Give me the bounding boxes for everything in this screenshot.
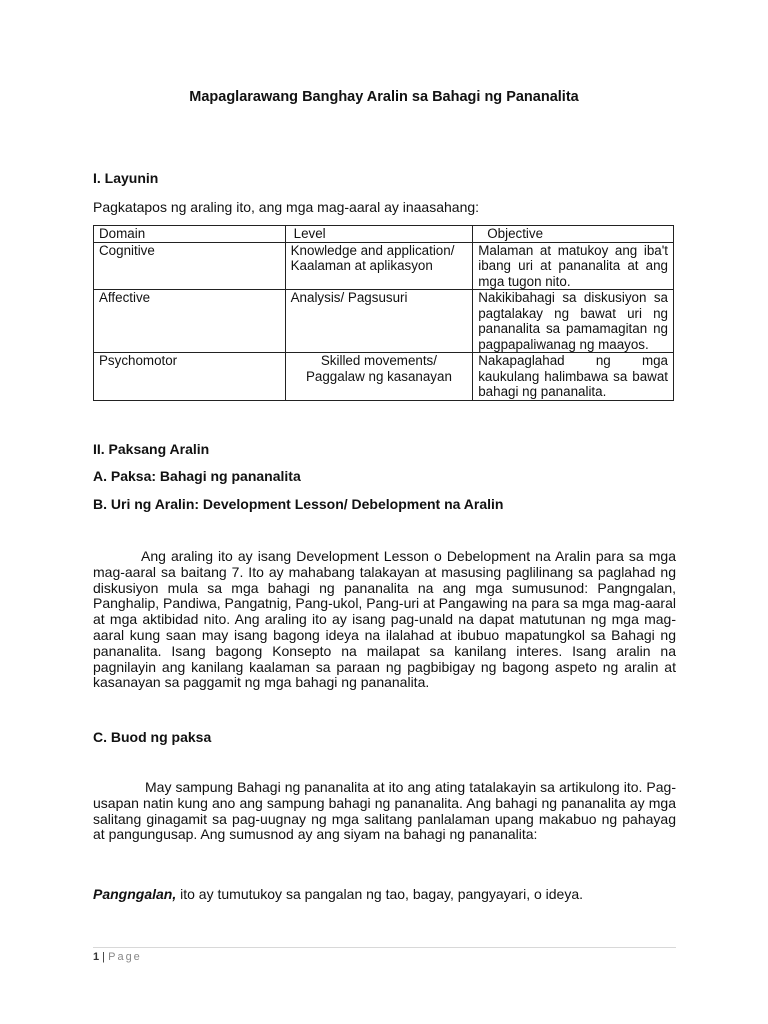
row-level: Knowledge and application/ Kaalaman at aplikasyon xyxy=(285,242,473,290)
document-title: Mapaglarawang Banghay Aralin sa Bahagi ng Pananalita xyxy=(189,89,579,105)
table-header-row xyxy=(94,226,674,243)
row-objective: Nakikibahagi sa diskusiyon sa pagtalakay ng bawat uri ng pananalita sa pamamagitan ng pagpapaliwanag ng maayos. xyxy=(473,290,674,353)
development-paragraph: Ang araling ito ay isang Development Lesson o Debelopment na Aralin para sa mga mag-aaral sa baitang 7. Ito ay mahabang talakayan at masusing paglilinang sa paglahad ng diskusiyon mula sa mga bahagi ng pananalita na ang mga sumusunod: Pangngalan, Panghalip, Pandiwa, Pangatnig, Pang-ukol, Pang-uri at Pangawing na para sa mga mag-aaral at mga aktibidad nito. Ang araling ito ay isang pag-unald na dapat matutunan ng mga mag-aaral kung saan may isang bagong ideya na ilalahad at ibubuo mapatungkol sa Bahagi ng pananalita. Isang bagong Konsepto na mailapat sa kanilang interes. Isang aralin na pagnilayin ang kanilang kaalaman sa paraan ng pagbibigay ng bagong aspeto ng aralin at kasanayan sa paggamit ng mga bahagi ng pananalita. xyxy=(93,548,676,691)
row-level: Analysis/ Pagsusuri xyxy=(285,290,473,353)
row-objective: Nakapaglahad ng mga kaukulang halimbawa sa bawat bahagi ng pananalita. xyxy=(473,353,674,401)
page-label: Page xyxy=(108,951,142,963)
section-heading-paksang-aralin: II. Paksang Aralin xyxy=(93,441,210,457)
row-domain: Psychomotor xyxy=(94,353,286,401)
row-objective: Malaman at matukoy ang iba't ibang uri at pananalita at ang mga tugon nito. xyxy=(473,242,674,290)
page-footer xyxy=(93,951,142,963)
objectives-table xyxy=(93,225,674,401)
page-number: 1 xyxy=(93,951,100,963)
summary-paragraph: May sampung Bahagi ng pananalita at ito ang ating tatalakayin sa artikulong ito. Pag-usapan natin kung ano ang sampung bahagi ng pananalita. Ang bahagi ng pananalita ay mga salitang ginagamit sa pag-uugnay ng mga salitang panlalaman upang makabuo ng pahayag at pangungusap. Ang sumusnod ay ang siyam na bahagi ng pananalita: xyxy=(93,779,676,843)
term-definition: ito ay tumutukoy sa pangalan ng tao, bagay, pangyayari, o ideya. xyxy=(176,886,584,902)
header-domain: Domain xyxy=(94,226,286,243)
table-row xyxy=(94,242,674,290)
paksa-line: A. Paksa: Bahagi ng pananalita xyxy=(93,468,301,484)
footer-separator: | xyxy=(99,951,109,963)
row-domain: Cognitive xyxy=(94,242,286,290)
table-row xyxy=(94,290,674,353)
table-row xyxy=(94,353,674,401)
footer-divider xyxy=(93,947,676,948)
term-pangngalan: Pangngalan, xyxy=(93,886,177,902)
section-heading-layunin: I. Layunin xyxy=(93,170,159,186)
row-domain: Affective xyxy=(94,290,286,353)
layunin-intro: Pagkatapos ng araling ito, ang mga mag-aaral ay inaasahang: xyxy=(93,199,480,215)
header-level: Level xyxy=(285,226,473,243)
uri-ng-aralin-line: B. Uri ng Aralin: Development Lesson/ Debelopment na Aralin xyxy=(93,496,504,512)
pangngalan-definition xyxy=(93,886,583,902)
header-objective: Objective xyxy=(473,226,674,243)
buod-heading: C. Buod ng paksa xyxy=(93,729,212,745)
row-level: Skilled movements/ Paggalaw ng kasanayan xyxy=(285,353,473,401)
